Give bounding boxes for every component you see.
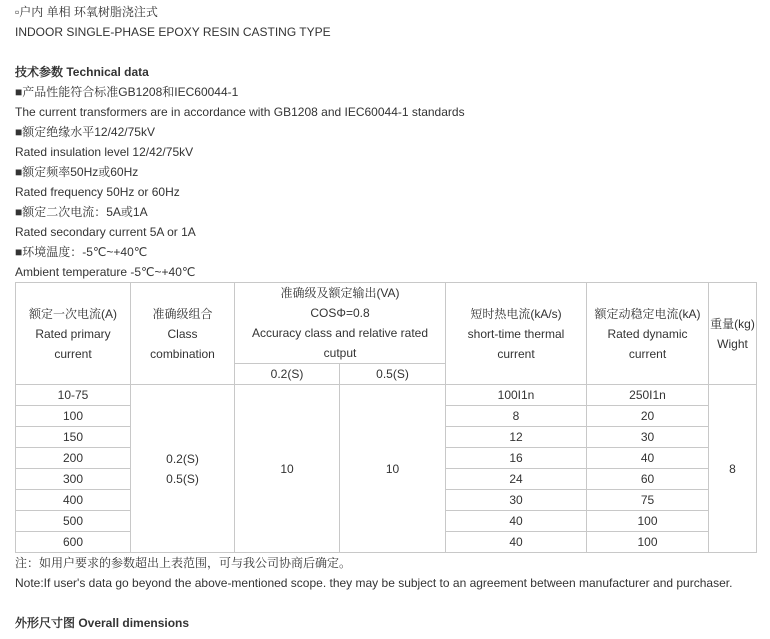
dynamic-current-cell: 40: [587, 448, 709, 469]
header-rated-primary-current: 额定一次电流(A) Rated primary current: [16, 283, 131, 385]
header-rated-dynamic-current: 额定动稳定电流(kA) Rated dynamic current: [587, 283, 709, 385]
output-05s-cell: 10: [340, 385, 446, 553]
spec-secondary-current-cn: ■额定二次电流：5A或1A: [15, 205, 148, 219]
weight-cell: 8: [709, 385, 757, 553]
note-english: Note:If user's data go beyond the above-mentioned scope. they may be subject to an agreement between manufacturer and purchaser.: [15, 576, 733, 590]
dynamic-current-cell: 100: [587, 532, 709, 553]
primary-current-cell: 400: [16, 490, 131, 511]
spec-insulation-en: Rated insulation level 12/42/75kV: [15, 145, 194, 159]
dynamic-current-cell: 75: [587, 490, 709, 511]
header-weight: 重量(kg) Wight: [709, 283, 757, 385]
dynamic-current-cell: 20: [587, 406, 709, 427]
spec-standard-en: The current transformers are in accordance with GB1208 and IEC60044-1 standards: [15, 105, 465, 119]
thermal-current-cell: 40: [446, 511, 587, 532]
thermal-current-cell: 12: [446, 427, 587, 448]
header-accuracy-output: 准确级及额定输出(VA) COSΦ=0.8 Accuracy class and relative rated cutput: [235, 283, 446, 364]
spec-frequency-cn: ■额定频率50Hz或60Hz: [15, 165, 139, 179]
spec-standard-cn: ■产品性能符合标准GB1208和IEC60044-1: [15, 85, 239, 99]
primary-current-cell: 500: [16, 511, 131, 532]
spec-secondary-current-en: Rated secondary current 5A or 1A: [15, 225, 196, 239]
header-class-combination: 准确级组合 Class combination: [131, 283, 235, 385]
output-02s-cell: 10: [235, 385, 340, 553]
class-combination-cell: 0.2(S) 0.5(S): [131, 385, 235, 553]
technical-data-heading: 技术参数 Technical data: [15, 65, 149, 79]
dynamic-current-cell: 30: [587, 427, 709, 448]
spec-insulation-cn: ■额定绝缘水平12/42/75kV: [15, 125, 155, 139]
thermal-current-cell: 16: [446, 448, 587, 469]
overall-dimensions-heading: 外形尺寸图 Overall dimensions: [15, 616, 190, 630]
thermal-current-cell: 30: [446, 490, 587, 511]
primary-current-cell: 10-75: [16, 385, 131, 406]
title-english: INDOOR SINGLE-PHASE EPOXY RESIN CASTING TYPE: [15, 25, 331, 39]
dynamic-current-cell: 60: [587, 469, 709, 490]
header-output-05s: 0.5(S): [340, 364, 446, 385]
primary-current-cell: 600: [16, 532, 131, 553]
thermal-current-cell: 8: [446, 406, 587, 427]
spec-frequency-en: Rated frequency 50Hz or 60Hz: [15, 185, 180, 199]
spec-temperature-en: Ambient temperature -5℃~+40℃: [15, 265, 196, 279]
spec-temperature-cn: ■环境温度：-5℃~+40℃: [15, 245, 148, 259]
thermal-current-cell: 100I1n: [446, 385, 587, 406]
title-chinese: ▫户内 单相 环氧树脂浇注式: [15, 5, 158, 19]
spec-table: [15, 282, 757, 553]
header-short-time-thermal-current: 短时热电流(kA/s) short-time thermal current: [446, 283, 587, 385]
thermal-current-cell: 24: [446, 469, 587, 490]
thermal-current-cell: 40: [446, 532, 587, 553]
primary-current-cell: 150: [16, 427, 131, 448]
primary-current-cell: 300: [16, 469, 131, 490]
dynamic-current-cell: 100: [587, 511, 709, 532]
primary-current-cell: 200: [16, 448, 131, 469]
dynamic-current-cell: 250I1n: [587, 385, 709, 406]
header-output-02s: 0.2(S): [235, 364, 340, 385]
primary-current-cell: 100: [16, 406, 131, 427]
note-chinese: 注：如用户要求的参数超出上表范围，可与我公司协商后确定。: [15, 556, 352, 570]
